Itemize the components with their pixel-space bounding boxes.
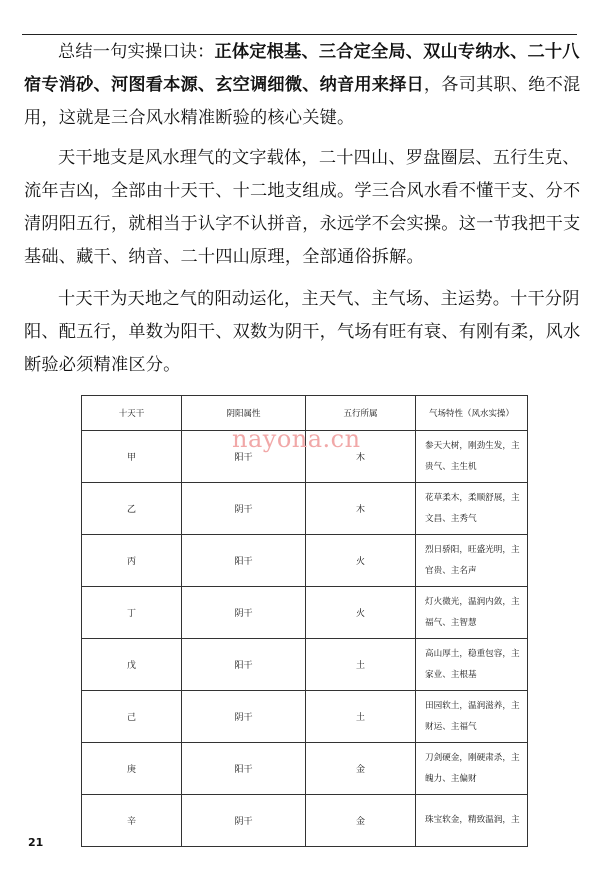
cell-stem: 丙 [82, 535, 182, 587]
cell-element: 火 [306, 587, 416, 639]
cell-stem: 己 [82, 691, 182, 743]
cell-element: 木 [306, 483, 416, 535]
table-header-row [82, 396, 528, 431]
cell-stem: 庚 [82, 743, 182, 795]
cell-qi-trait: 灯火微光，温润内敛，主福气、主智慧 [416, 587, 528, 639]
site-watermark: nayona.cn [232, 425, 361, 453]
cell-stem: 辛 [82, 795, 182, 847]
cell-yinyang: 阴干 [182, 691, 306, 743]
cell-qi-trait: 珠宝软金，精致温润，主 [416, 795, 528, 847]
cell-qi-trait: 花草柔木，柔顺舒展，主文昌、主秀气 [416, 483, 528, 535]
cell-qi-trait: 高山厚土，稳重包容，主家业、主根基 [416, 639, 528, 691]
cell-yinyang: 阳干 [182, 535, 306, 587]
cell-yinyang: 阳干 [182, 639, 306, 691]
summary-lead: 总结一句实操口诀： [58, 42, 215, 62]
cell-yinyang: 阳干 [182, 431, 306, 483]
cell-stem: 丁 [82, 587, 182, 639]
table-row [82, 639, 528, 691]
page-number: 21 [28, 836, 44, 849]
cell-stem: 戊 [82, 639, 182, 691]
cell-element: 金 [306, 743, 416, 795]
paragraph-summary [24, 36, 584, 135]
cell-qi-trait: 烈日骄阳，旺盛光明，主官贵、主名声 [416, 535, 528, 587]
cell-stem: 乙 [82, 483, 182, 535]
paragraph-stems-branches-intro: 天干地支是风水理气的文字载体，二十四山、罗盘圈层、五行生克、流年吉凶，全部由十天干、十二地支组成。学三合风水看不懂干支、分不清阴阳五行，就相当于认字不认拼音，永远学不会实操。这一节我把干支基础、藏干、纳音、二十四山原理，全部通俗拆解。 [24, 148, 581, 267]
cell-yinyang: 阳干 [182, 743, 306, 795]
cell-stem: 甲 [82, 431, 182, 483]
cell-yinyang: 阴干 [182, 795, 306, 847]
cell-element: 土 [306, 691, 416, 743]
cell-element: 土 [306, 639, 416, 691]
cell-qi-trait: 刀剑硬金，刚硬肃杀，主魄力、主偏财 [416, 743, 528, 795]
cell-element: 木 [306, 431, 416, 483]
cell-element: 火 [306, 535, 416, 587]
paragraph-heavenly-stems: 十天干为天地之气的阳动运化，主天气、主气场、主运势。十干分阴阳、配五行，单数为阳干、双数为阴干，气场有旺有衰、有刚有柔，风水断验必须精准区分。 [24, 289, 581, 375]
table-row [82, 795, 528, 847]
cell-element: 金 [306, 795, 416, 847]
cell-yinyang: 阴干 [182, 483, 306, 535]
header-yinyang: 阴阳属性 [182, 396, 306, 431]
summary-formula: 正体定根基、三合定全局、双山专纳水、二十八宿专消砂、河图看本源、玄空调细微、纳音用来择日 [24, 42, 580, 95]
table-row [82, 483, 528, 535]
table-row [82, 587, 528, 639]
table-row [82, 691, 528, 743]
top-rule [22, 34, 577, 35]
summary-tail: ，各司其职、绝不混用，这就是三合风水精准断验的核心关键。 [24, 75, 581, 128]
header-qi-trait: 气场特性（风水实操） [416, 396, 528, 431]
header-stem: 十天干 [82, 396, 182, 431]
cell-yinyang: 阴干 [182, 587, 306, 639]
table-row [82, 431, 528, 483]
table-row [82, 535, 528, 587]
table-row [82, 743, 528, 795]
cell-qi-trait: 田园软土，温润滋养，主财运、主福气 [416, 691, 528, 743]
heavenly-stems-table [81, 395, 528, 847]
cell-qi-trait: 参天大树，刚劲生发，主贵气、主生机 [416, 431, 528, 483]
header-element: 五行所属 [306, 396, 416, 431]
